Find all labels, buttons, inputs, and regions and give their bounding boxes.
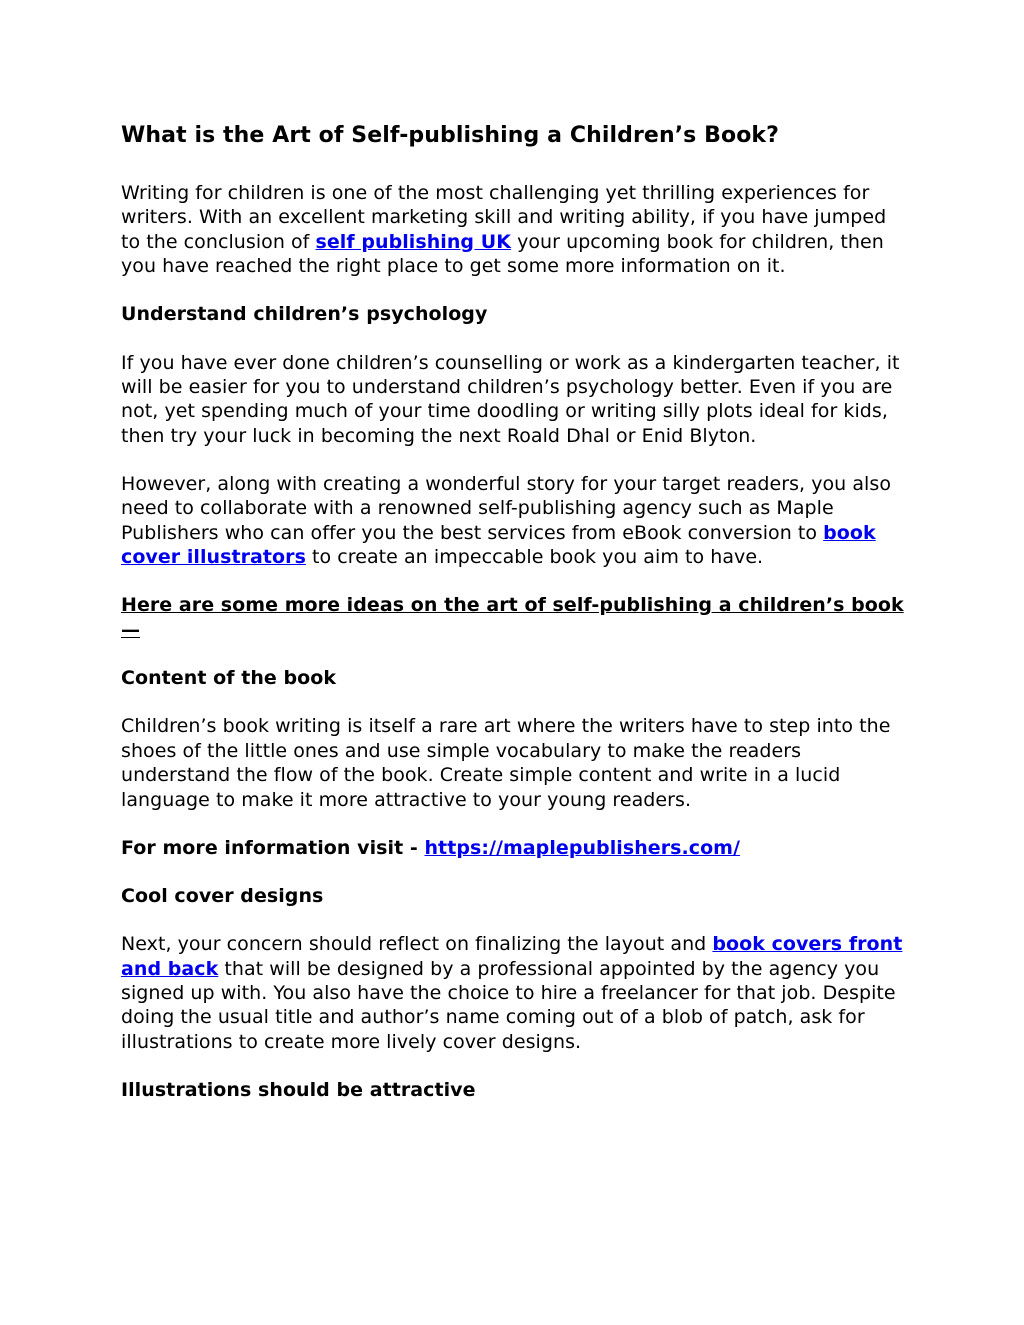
book-cover-illustrators-link[interactable]: book cover illustrators: [121, 521, 876, 569]
book-covers-front-and-back-link[interactable]: book covers front and back: [121, 933, 903, 980]
illustrations-heading: Illustrations should be attractive: [121, 1078, 476, 1101]
psychology-heading: Understand children’s psychology: [121, 303, 488, 326]
psychology-paragraph: If you have ever done children’s counselling or work as a kindergarten teacher, it will be easier for you to understand children’s psychology better. Even if you are not, yet spending much of your time doodling or writing silly plots ideal for kids, then try your luck in becoming the next Roald Dhal or Enid Blyton.: [121, 351, 900, 447]
maplepublishers-link[interactable]: https://maplepublishers.com/: [424, 836, 741, 859]
more-info-label: For more information visit -: [121, 836, 425, 859]
content-heading: Content of the book: [121, 667, 337, 690]
more-info-line: [121, 836, 911, 860]
self-publishing-uk-link[interactable]: self publishing UK: [315, 230, 511, 253]
agency-text-before-link: However, along with creating a wonderful story for your target readers, you also need to collaborate with a renowned self-publishing agency such as Maple Publishers who can offer you the best services from eBook conversion to: [121, 473, 892, 544]
cover-text-after-link: that will be designed by a professional appointed by the agency you signed up with. You also have the choice to hire a freelancer for that job. Despite doing the usual title and author’s name coming out of a blob of patch, ask for illustrations to create more lively cover designs.: [121, 957, 896, 1053]
intro-paragraph: [121, 181, 911, 279]
content-paragraph: Children’s book writing is itself a rare art where the writers have to step into the shoes of the little ones and use simple vocabulary to make the readers understand the flow of the book. Create simple content and write in a lucid language to make it more attractive to your young readers.: [121, 715, 891, 811]
intro-text-before-link: Writing for children is one of the most challenging yet thrilling experiences for writers. With an excellent marketing skill and writing ability, if you have jumped to the conclusion of: [121, 182, 887, 253]
document-page: [121, 119, 911, 1126]
agency-text-after-link: to create an impeccable book you aim to have.: [305, 546, 764, 569]
agency-paragraph: [121, 472, 911, 570]
ideas-heading-text: Here are some more ideas on the art of self-publishing a children’s book—: [121, 594, 904, 641]
intro-text-after-link: your upcoming book for children, then you have reached the right place to get some more information on it.: [121, 230, 884, 278]
cover-heading: Cool cover designs: [121, 884, 324, 907]
ideas-heading: [121, 593, 911, 642]
cover-text-before-link: Next, your concern should reflect on finalizing the layout and: [121, 933, 713, 956]
cover-paragraph: [121, 932, 911, 1054]
page-title: What is the Art of Self-publishing a Children’s Book?: [121, 123, 780, 148]
